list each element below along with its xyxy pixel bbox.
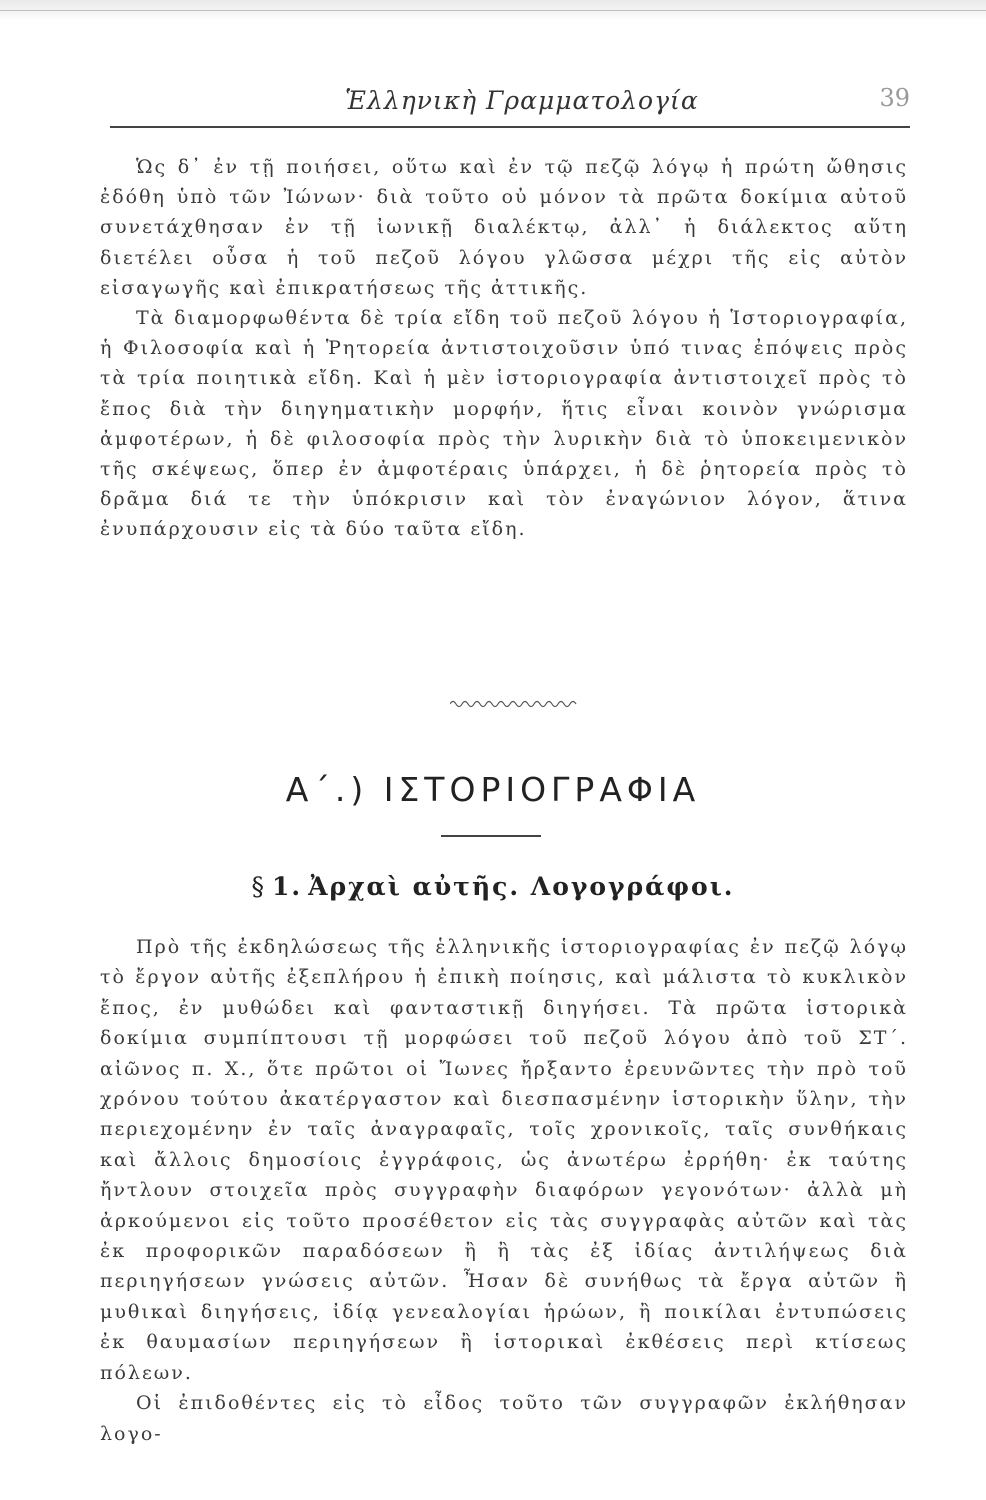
subsection-number: 1. — [271, 872, 303, 901]
page-number: 39 — [879, 84, 910, 112]
scan-top-edge — [0, 0, 986, 22]
intro-paragraph-2: Τὰ διαμορφωθέντα δὲ τρία εἴδη τοῦ πεζοῦ λόγου ἡ Ἱστοριογραφία, ἡ Φιλοσοφία καὶ ἡ Ῥητορεία ἀντιστοιχοῦσιν ὑπό τινας ἐπόψεις πρὸς τὰ τρία ποιητικὰ εἴδη. Καὶ ἡ μὲν ἱστοριογραφία ἀντιστοιχεῖ πρὸς τὸ ἔπος διὰ τὴν διηγηματικὴν μορφήν, ἥτις εἶναι κοινὸν γνώρισμα ἀμφοτέρων, ἡ δὲ φιλοσοφία πρὸς τὴν λυρικὴν διὰ τὸ ὑποκειμενικὸν τῆς σκέψεως, ὅπερ ἐν ἀμφοτέραις ὑπάρχει, ἡ δὲ ῥητορεία πρὸς τὸ δρᾶμα διά τε τὴν ὑπόκρισιν καὶ τὸν ἐναγώνιον λόγον, ἅτινα ἐνυπάρχουσιν εἰς τὰ δύο ταῦτα εἴδη. — [100, 307, 908, 541]
section-rule — [441, 835, 541, 837]
subsection-title: Ἀρχαὶ αὐτῆς. Λογογράφοι. — [308, 872, 735, 901]
page-header — [110, 82, 910, 126]
intro-text — [100, 152, 908, 545]
main-paragraph-1: Πρὸ τῆς ἐκδηλώσεως τῆς ἑλληνικῆς ἱστοριογραφίας ἐν πεζῷ λόγῳ τὸ ἔργον αὐτῆς ἐξεπλήρου ἡ ἐπικὴ ποίησις, καὶ μάλιστα τὸ κυκλικὸν ἔπος, ἐν μυθώδει καὶ φανταστικῇ διηγήσει. Τὰ πρῶτα ἱστορικὰ δοκίμια συμπίπτουσι τῇ μορφώσει τοῦ πεζοῦ λόγου ἀπὸ τοῦ ΣΤ΄. αἰῶνος π. Χ., ὅτε πρῶτοι οἱ Ἴωνες ἤρξαντο ἐρευνῶντες τὴν πρὸ τοῦ χρόνου τούτου ἀκατέργαστον καὶ διεσπασμένην ἱστορικὴν ὕλην, τὴν περιεχομένην ἐν ταῖς ἀναγραφαῖς, τοῖς χρονικοῖς, ταῖς συνθήκαις καὶ ἄλλοις δημοσίοις ἐγγράφοις, ὡς ἀνωτέρω ἐρρήθη· ἐκ ταύτης ἤντλουν στοιχεῖα πρὸς συγγραφὴν διαφόρων γεγονότων· ἀλλὰ μὴ ἀρκούμενοι εἰς τοῦτο προσέθετον εἰς τὰς συγγραφὰς αὐτῶν καὶ τὰς ἐκ προφορικῶν παραδόσεων ἢ ἢ τὰς ἐξ ἰδίας ἀντιλήψεως διὰ περιηγήσεων γνώσεις αὐτῶν. Ἦσαν δὲ συνήθως τὰ ἔργα αὐτῶν ἢ μυθικαὶ διηγήσεις, ἰδίᾳ γενεαλογίαι ἡρώων, ἢ ποικίλαι ἐντυπώσεις ἐκ θαυμασίων περιηγήσεων ἢ ἱστορικαὶ ἐκθέσεις περὶ κτίσεως πόλεων. — [100, 936, 908, 1384]
ornamental-wave-divider — [450, 697, 580, 711]
section-heading: Α΄.) ΙΣΤΟΡΙΟΓΡΑΦΙΑ — [285, 770, 701, 809]
intro-paragraph-1: Ὡς δ᾽ ἐν τῇ ποιήσει, οὕτω καὶ ἐν τῷ πεζῷ λόγῳ ἡ πρώτη ὤθησις ἐδόθη ὑπὸ τῶν Ἰώνων· διὰ τοῦτο οὐ μόνον τὰ πρῶτα δοκίμια αὐτοῦ συνετάχθησαν ἐν τῇ ἰωνικῇ διαλέκτῳ, ἀλλ᾽ ἡ διάλεκτος αὕτη διετέλει οὖσα ἡ τοῦ πεζοῦ λόγου γλῶσσα μέχρι τῆς εἰς αὐτὸν εἰσαγωγῆς καὶ ἐπικρατήσεως τῆς ἀττικῆς. — [100, 156, 908, 299]
header-rule — [110, 126, 910, 128]
subsection-heading — [0, 872, 986, 901]
running-title: Ἑλληνικὴ Γραμματολογία — [345, 86, 699, 115]
section-symbol: § — [251, 872, 266, 901]
main-text — [100, 932, 908, 1449]
main-paragraph-2: Οἱ ἐπιδοθέντες εἰς τὸ εἶδος τοῦτο τῶν συγγραφῶν ἐκλήθησαν λογο- — [100, 1392, 908, 1445]
